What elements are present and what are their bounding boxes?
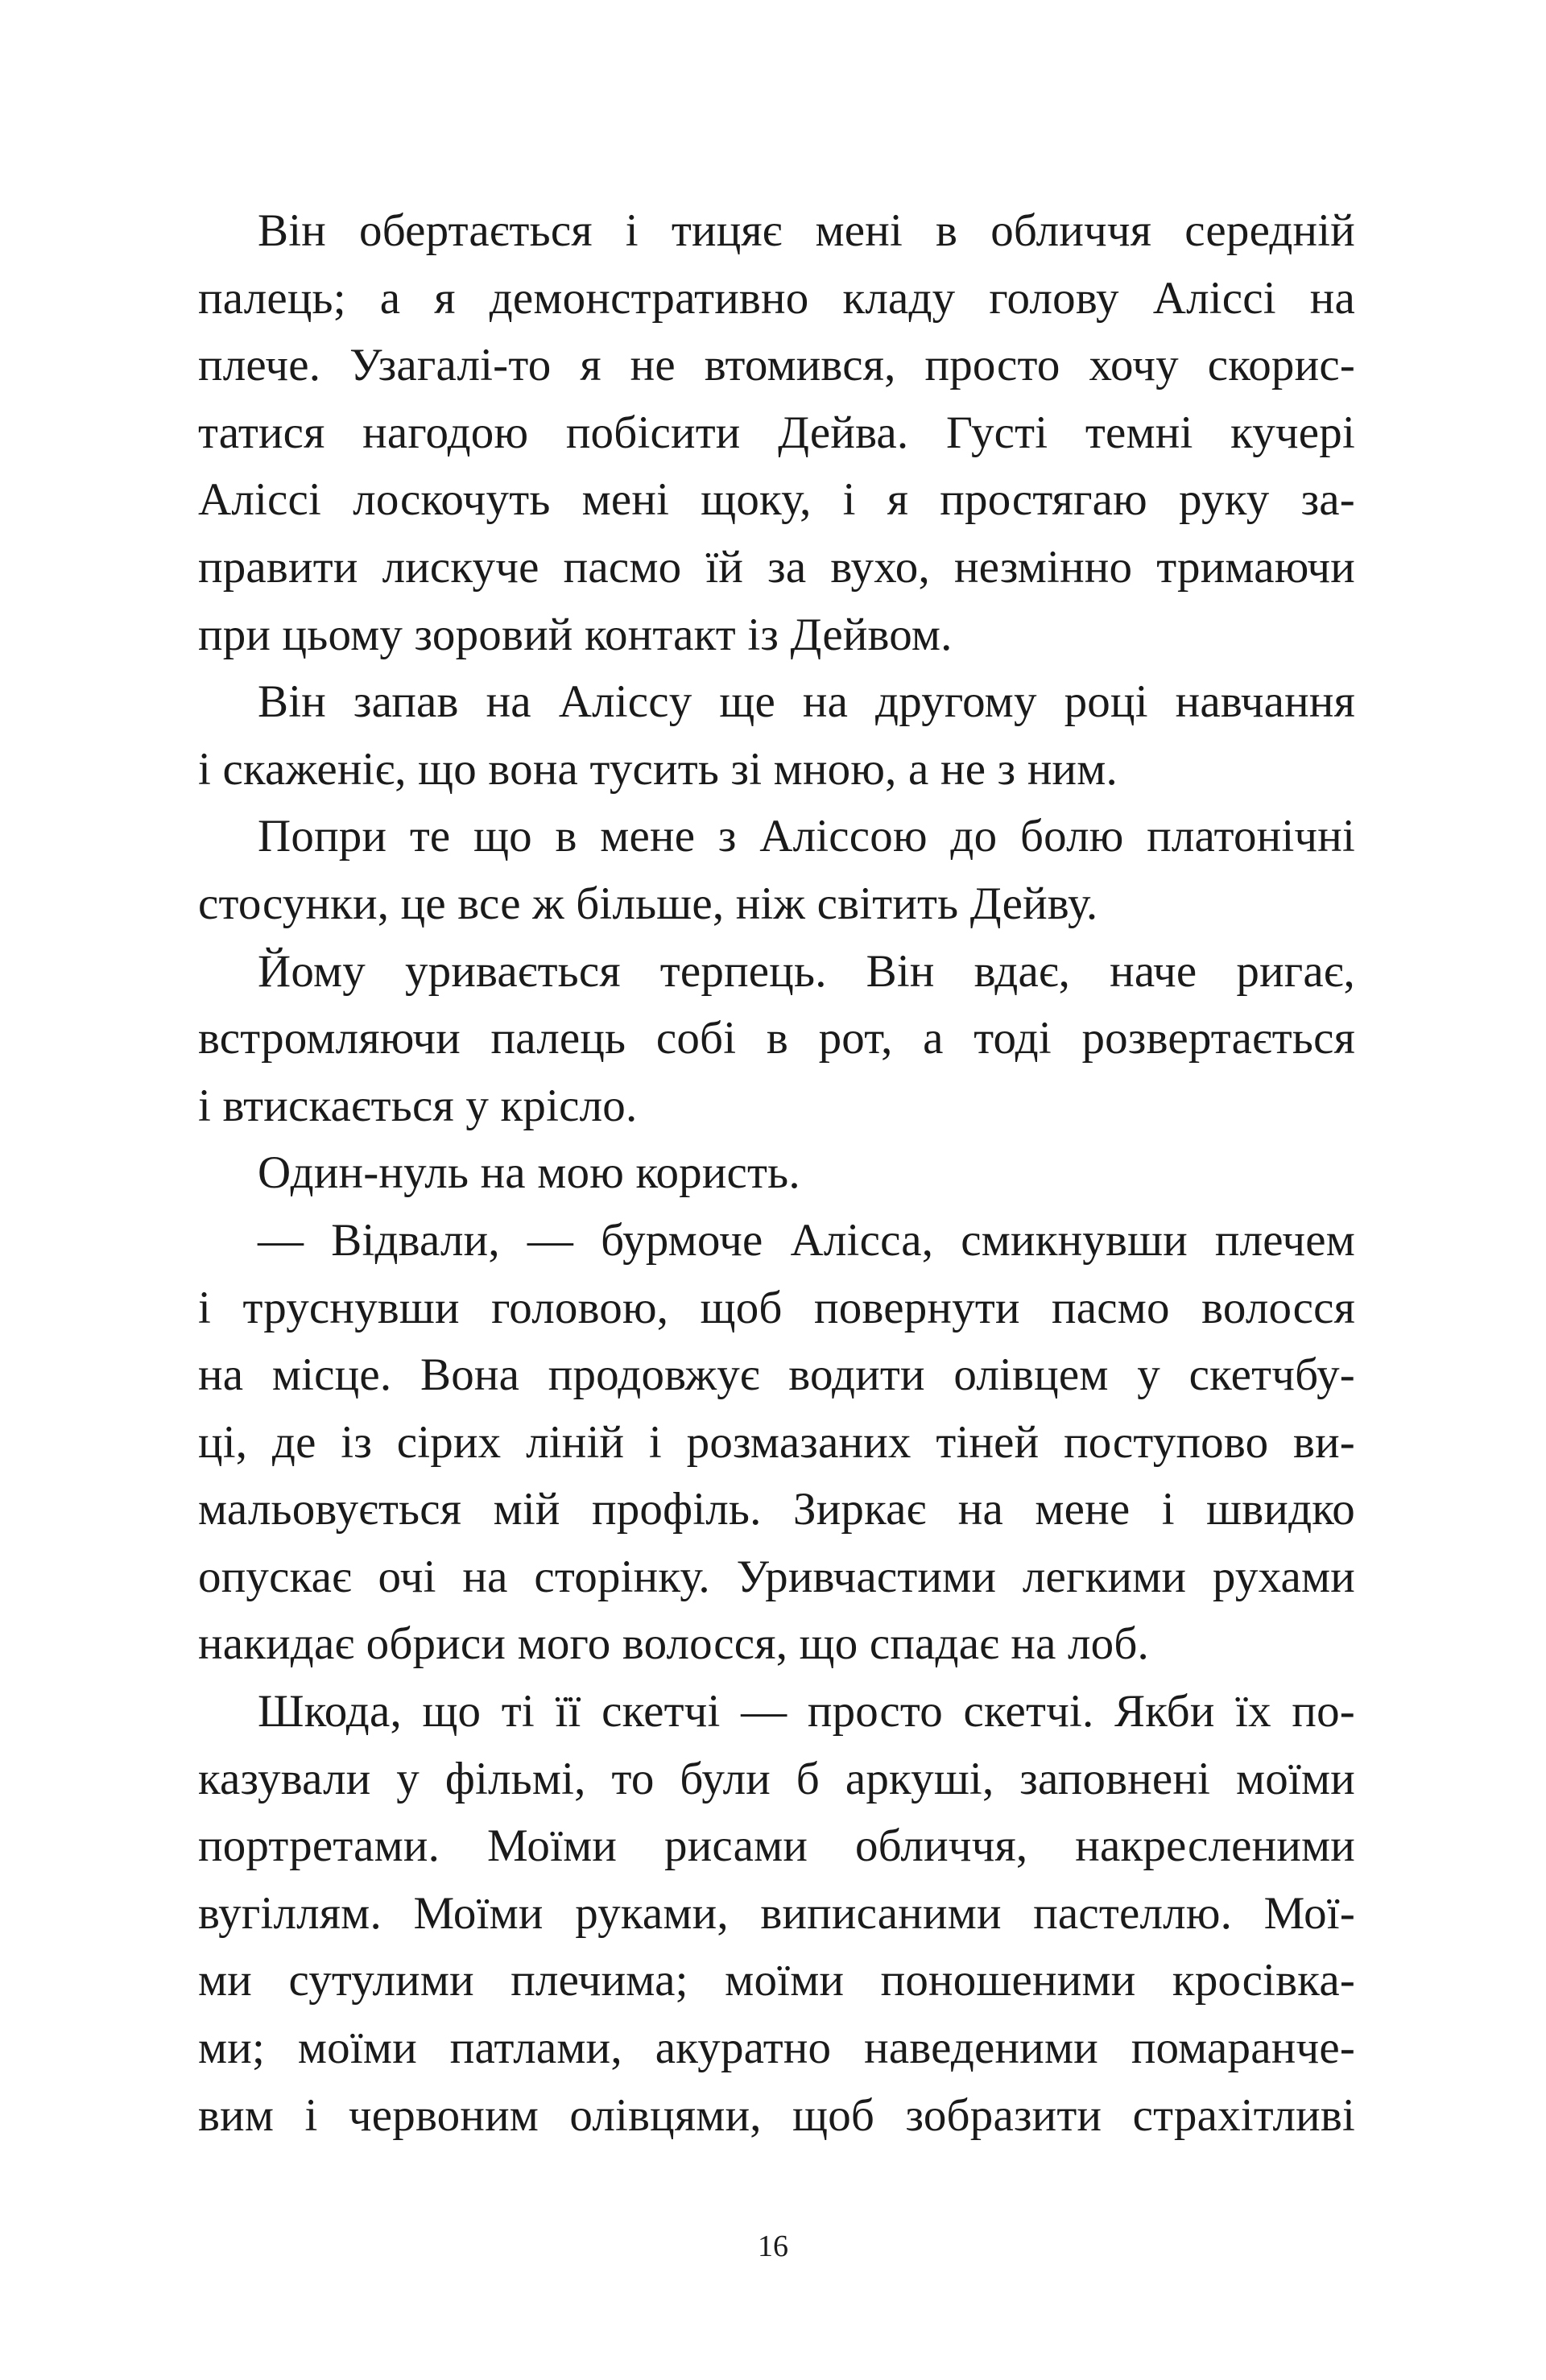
text-line: і втискається у крісло. bbox=[198, 1080, 638, 1131]
text-line: Йому уривається терпець. Він вдає, наче ригає, bbox=[258, 945, 1355, 997]
text-line: Попри те що в мене з Аліссою до болю платонічні bbox=[258, 811, 1355, 862]
text-line: встромляючи палець собі в рот, а тоді розвертається bbox=[198, 1013, 1355, 1064]
text-line: ці, де із сірих ліній і розмазаних тіней поступово ви- bbox=[198, 1416, 1355, 1468]
text-line: Аліссі лоскочуть мені щоку, і я простягаю руку за- bbox=[198, 474, 1355, 526]
text-line: Він обертається і тицяє мені в обличчя середній bbox=[258, 205, 1355, 256]
text-line: Він запав на Алісcу ще на другому році навчання bbox=[258, 676, 1355, 728]
text-line: опускає очі на сторінку. Уривчастими легкими рухами bbox=[198, 1551, 1355, 1602]
text-line: і труснувши головою, щоб повернути пасмо волосся bbox=[198, 1282, 1355, 1333]
text-line: при цьому зоровий контакт із Дейвом. bbox=[198, 609, 953, 660]
text-line: вим і червоним олівцями, щоб зобразити страхітливі bbox=[198, 2089, 1355, 2141]
text-line: Один-нуль на мою користь. bbox=[258, 1147, 800, 1199]
body-text bbox=[198, 197, 1355, 2149]
text-line: накидає обриси мого волосся, що спадає на лоб. bbox=[198, 1618, 1150, 1670]
text-line: портретами. Моїми рисами обличчя, накресленими bbox=[198, 1820, 1355, 1872]
text-line: на місце. Вона продовжує водити олівцем у скетчбу- bbox=[198, 1349, 1355, 1401]
text-line: ми; моїми патлами, акуратно наведеними помаранче- bbox=[198, 2023, 1355, 2074]
text-line: казували у фільмі, то були б аркуші, заповнені моїми bbox=[198, 1753, 1355, 1804]
text-line: і скаженіє, що вона тусить зі мною, а не з ним. bbox=[198, 743, 1118, 795]
text-line: ми сутулими плечима; моїми поношеними кросівка- bbox=[198, 1955, 1355, 2006]
text-line: правити лискуче пасмо їй за вухо, незмінно тримаючи bbox=[198, 541, 1355, 593]
text-line: палець; а я демонстративно кладу голову Аліссі на bbox=[198, 272, 1355, 324]
text-line: татися нагодою побісити Дейва. Густі темні кучері bbox=[198, 407, 1355, 458]
text-line: — Відвали, — бурмоче Алісса, смикнувши плечем bbox=[258, 1214, 1355, 1266]
text-line: мальовується мій профіль. Зиркає на мене і швидко bbox=[198, 1484, 1355, 1535]
text-line: вугіллям. Моїми руками, виписаними пастеллю. Мої- bbox=[198, 1887, 1355, 1939]
text-line: Шкода, що ті її скетчі — просто скетчі. Якби їх по- bbox=[258, 1686, 1355, 1737]
text-line: стосунки, це все ж більше, ніж світить Дейву. bbox=[198, 878, 1098, 929]
page-number: 16 bbox=[758, 2229, 788, 2263]
text-line: плече. Узагалі-то я не втомився, просто хочу скорис- bbox=[198, 340, 1355, 391]
